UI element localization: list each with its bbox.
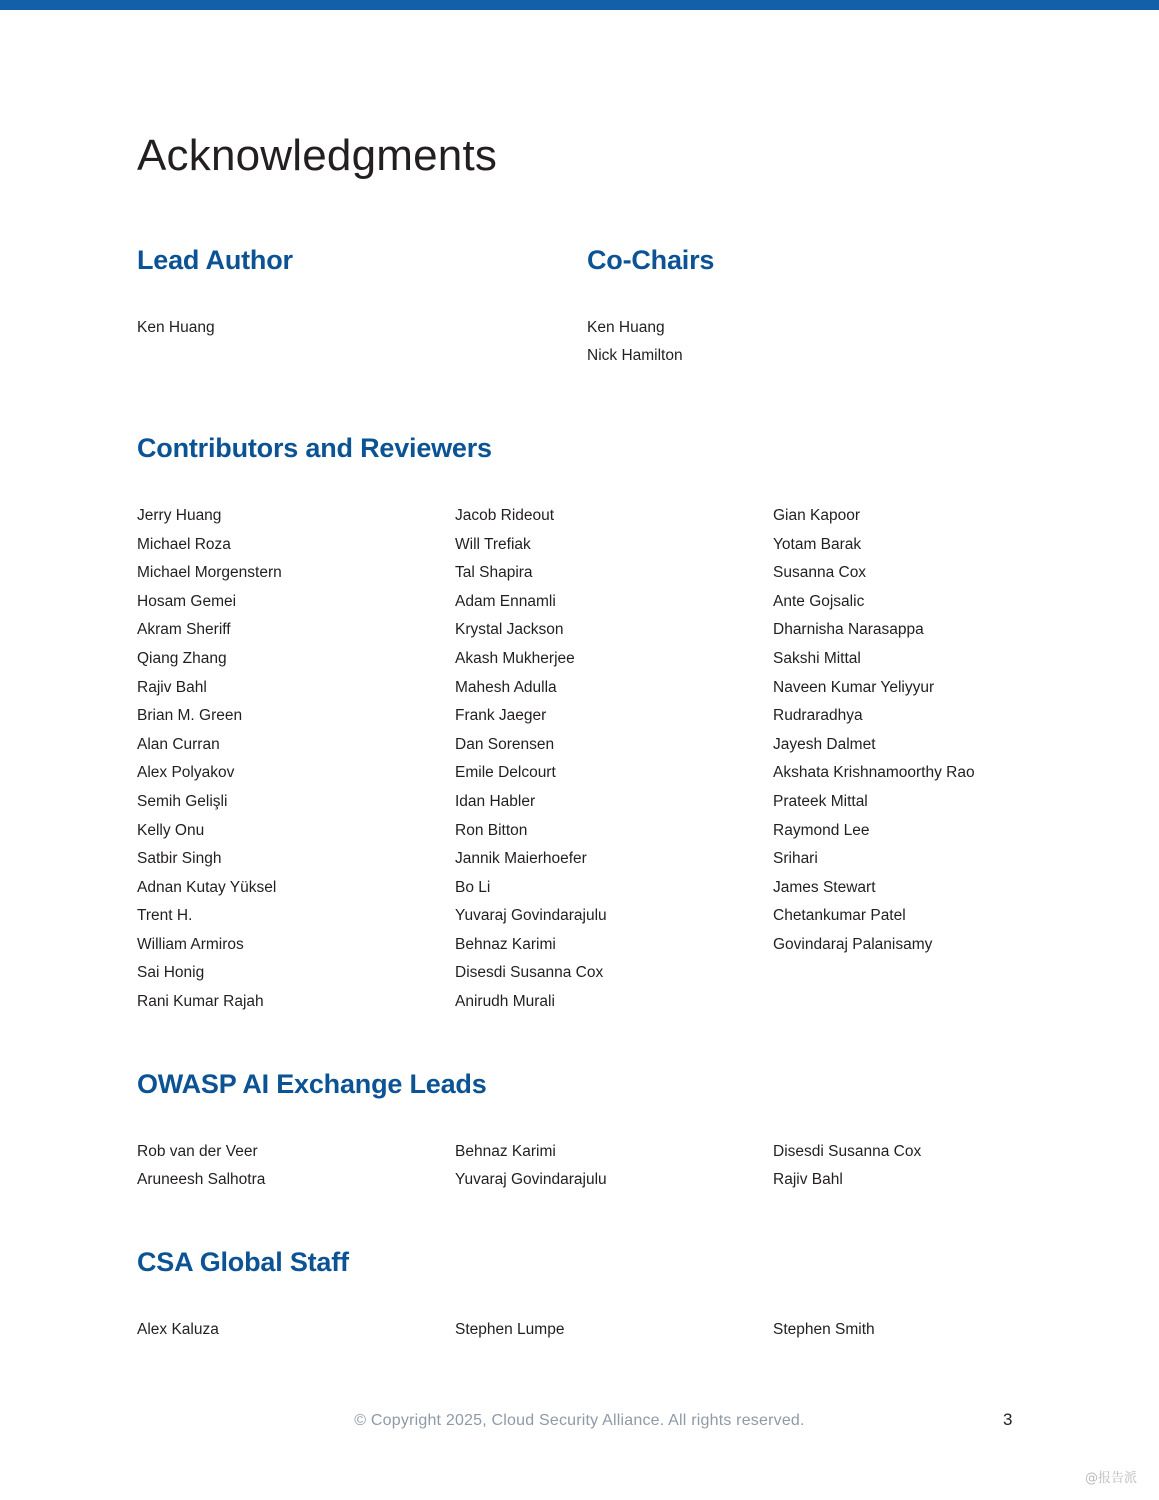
list-item: Rudraradhya — [773, 707, 863, 725]
copyright-footer: © Copyright 2025, Cloud Security Alliance. All rights reserved. — [354, 1412, 805, 1429]
list-item: Kelly Onu — [137, 821, 205, 839]
list-item: Prateek Mittal — [773, 792, 868, 810]
list-item: Akram Sheriff — [137, 621, 231, 639]
list-item: Rajiv Bahl — [773, 1171, 843, 1189]
list-item: Mahesh Adulla — [455, 678, 557, 696]
list-item: Idan Habler — [455, 792, 536, 810]
owasp-exchange-leads-columns — [137, 1138, 1037, 1195]
list-item: Stephen Lumpe — [455, 1320, 565, 1338]
list-item: Hosam Gemei — [137, 592, 237, 610]
exchange-leads-column-2 — [455, 1138, 773, 1195]
list-item: Disesdi Susanna Cox — [773, 1142, 922, 1160]
list-item: Rani Kumar Rajah — [137, 993, 264, 1011]
list-item: James Stewart — [773, 878, 876, 896]
list-item: Behnaz Karimi — [455, 935, 556, 953]
list-item: Tal Shapira — [455, 564, 533, 582]
contributors-columns — [137, 502, 1037, 1017]
list-item: Rajiv Bahl — [137, 678, 207, 696]
csa-global-staff-heading: CSA Global Staff — [137, 1246, 349, 1277]
list-item: Brian M. Green — [137, 707, 243, 725]
list-item: Govindaraj Palanisamy — [773, 935, 933, 953]
co-chairs-section — [587, 245, 1037, 371]
list-item: Anirudh Murali — [455, 993, 555, 1011]
spacer — [137, 1278, 1037, 1316]
list-item: Adam Ennamli — [455, 592, 556, 610]
page-content — [137, 130, 1037, 1344]
list-item: Trent H. — [137, 907, 193, 925]
list-item: Alex Polyakov — [137, 764, 235, 782]
spacer — [137, 464, 1037, 502]
list-item: Semih Gelişli — [137, 792, 228, 810]
watermark: @报告派 — [1084, 1471, 1137, 1486]
list-item: Behnaz Karimi — [455, 1142, 556, 1160]
list-item: Yuvaraj Govindarajulu — [455, 907, 607, 925]
csa-staff-column-3 — [773, 1316, 1037, 1345]
list-item: Stephen Smith — [773, 1320, 875, 1338]
lead-author-names — [137, 314, 587, 343]
list-item: Akash Mukherjee — [455, 649, 575, 667]
spacer — [137, 1195, 1037, 1247]
list-item: Sai Honig — [137, 964, 205, 982]
contributors-column-1 — [137, 502, 455, 1017]
list-item: Ante Gojsalic — [773, 592, 865, 610]
spacer — [137, 276, 587, 314]
list-item: Jacob Rideout — [455, 506, 555, 524]
list-item: Ron Bitton — [455, 821, 528, 839]
list-item: Disesdi Susanna Cox — [455, 964, 604, 982]
list-item: Michael Morgenstern — [137, 564, 282, 582]
list-item: Akshata Krishnamoorthy Rao — [773, 764, 975, 782]
lead-author-heading: Lead Author — [137, 244, 293, 275]
owasp-exchange-leads-section — [137, 1069, 1037, 1195]
list-item: Will Trefiak — [455, 535, 531, 553]
list-item: Bo Li — [455, 878, 491, 896]
top-accent-bar — [0, 0, 1159, 10]
list-item: Alex Kaluza — [137, 1320, 219, 1338]
csa-staff-column-2 — [455, 1316, 773, 1345]
list-item: Chetankumar Patel — [773, 907, 906, 925]
csa-global-staff-section — [137, 1247, 1037, 1345]
contributors-heading: Contributors and Reviewers — [137, 432, 492, 463]
list-item: Gian Kapoor — [773, 506, 861, 524]
spacer — [137, 371, 1037, 433]
list-item: Adnan Kutay Yüksel — [137, 878, 277, 896]
lead-author-section — [137, 245, 587, 371]
list-item: Qiang Zhang — [137, 649, 227, 667]
list-item: Raymond Lee — [773, 821, 870, 839]
list-item: Yuvaraj Govindarajulu — [455, 1171, 607, 1189]
list-item: Alan Curran — [137, 735, 220, 753]
exchange-leads-column-1 — [137, 1138, 455, 1195]
spacer — [137, 1100, 1037, 1138]
exchange-leads-column-3 — [773, 1138, 1037, 1195]
document-page — [0, 10, 1159, 1500]
spacer — [137, 1017, 1037, 1069]
list-item: Sakshi Mittal — [773, 649, 861, 667]
co-chairs-heading: Co-Chairs — [587, 244, 715, 275]
spacer — [587, 276, 1037, 314]
list-item: Naveen Kumar Yeliyyur — [773, 678, 935, 696]
spacer — [137, 183, 1037, 245]
contributors-column-3 — [773, 502, 1037, 1017]
list-item: Jannik Maierhoefer — [455, 850, 587, 868]
list-item: Srihari — [773, 850, 818, 868]
list-item: William Armiros — [137, 935, 244, 953]
owasp-exchange-leads-heading: OWASP AI Exchange Leads — [137, 1068, 487, 1099]
list-item: Jayesh Dalmet — [773, 735, 876, 753]
lead-author-cochairs-row — [137, 245, 1037, 371]
list-item: Yotam Barak — [773, 535, 862, 553]
contributors-section — [137, 433, 1037, 1017]
list-item: Emile Delcourt — [455, 764, 556, 782]
list-item: Ken Huang — [587, 318, 665, 336]
csa-staff-column-1 — [137, 1316, 455, 1345]
list-item: Frank Jaeger — [455, 707, 547, 725]
list-item: Aruneesh Salhotra — [137, 1171, 266, 1189]
list-item: Satbir Singh — [137, 850, 222, 868]
contributors-column-2 — [455, 502, 773, 1017]
list-item: Ken Huang — [137, 318, 215, 336]
list-item: Dharnisha Narasappa — [773, 621, 924, 639]
list-item: Jerry Huang — [137, 506, 222, 524]
list-item: Krystal Jackson — [455, 621, 564, 639]
list-item: Rob van der Veer — [137, 1142, 258, 1160]
list-item: Michael Roza — [137, 535, 231, 553]
co-chairs-names — [587, 314, 1037, 371]
csa-global-staff-columns — [137, 1316, 1037, 1345]
list-item: Dan Sorensen — [455, 735, 555, 753]
list-item: Susanna Cox — [773, 564, 867, 582]
list-item: Nick Hamilton — [587, 347, 683, 365]
page-title: Acknowledgments — [137, 131, 498, 180]
page-number: 3 — [1003, 1410, 1013, 1429]
